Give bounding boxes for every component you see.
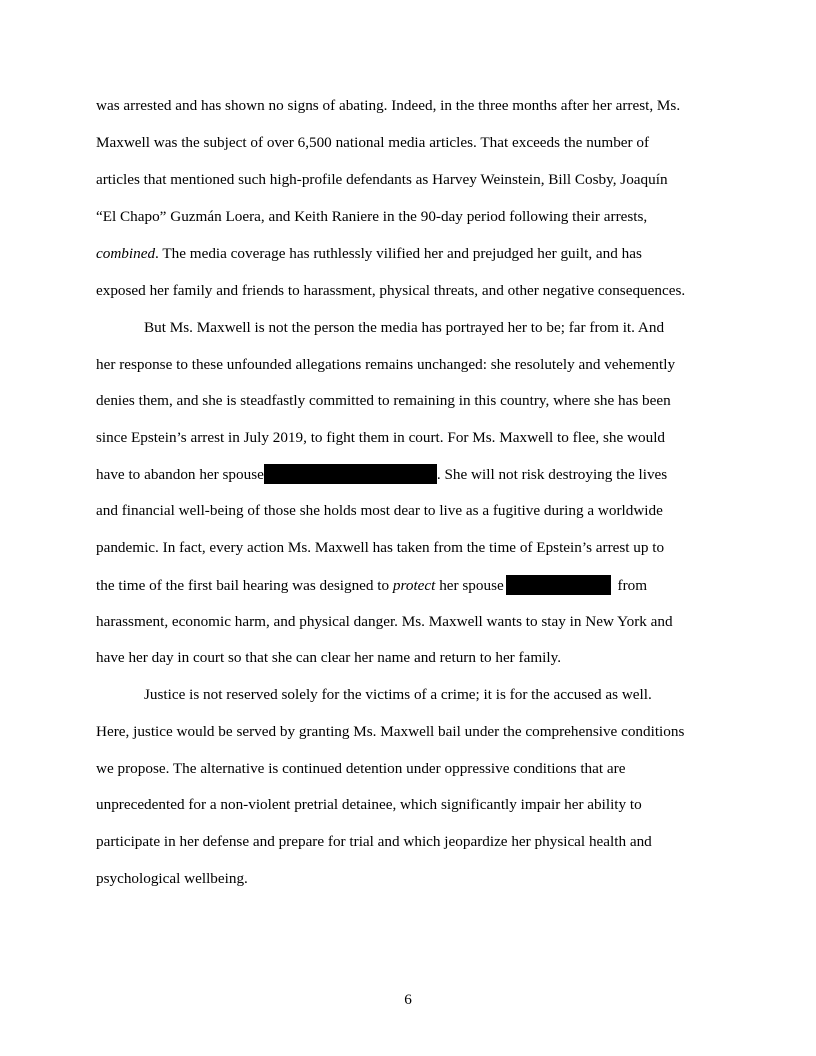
paragraph-2-line-9: harassment, economic harm, and physical danger. Ms. Maxwell wants to stay in New York and [96, 613, 673, 630]
paragraph-2-line-2: her response to these unfounded allegations remains unchanged: she resolutely and vehemently [96, 356, 676, 373]
paragraph-3-line-3: we propose. The alternative is continued detention under oppressive conditions that are [96, 760, 626, 777]
emphasis-combined: combined [96, 245, 156, 262]
redaction-bar [506, 575, 611, 595]
paragraph-2-line-4: since Epstein’s arrest in July 2019, to fight them in court. For Ms. Maxwell to flee, she would [96, 429, 666, 446]
paragraph-1-line-1: was arrested and has shown no signs of abating. Indeed, in the three months after her arrest, Ms. [96, 97, 681, 114]
paragraph-1-line-5 [96, 244, 642, 264]
page-number: 6 [404, 991, 412, 1008]
paragraph-3-line-6: psychological wellbeing. [96, 870, 248, 887]
paragraph-2-line-3: denies them, and she is steadfastly committed to remaining in this country, where she has been [96, 392, 671, 409]
paragraph-2-line-5-before: have to abandon her spouse [96, 466, 264, 483]
paragraph-2-line-8-mid: her spouse [435, 577, 504, 594]
paragraph-1-line-5-text: . The media coverage has ruthlessly vilified her and prejudged her guilt, and has [155, 245, 642, 262]
paragraph-1-line-4: “El Chapo” Guzmán Loera, and Keith Raniere in the 90-day period following their arrests, [96, 208, 648, 225]
paragraph-2-line-8-before: the time of the first bail hearing was designed to [96, 577, 393, 594]
paragraph-2-line-5 [96, 464, 667, 485]
paragraph-2-line-5-after: . She will not risk destroying the lives [436, 466, 668, 483]
paragraph-2-line-6: and financial well-being of those she holds most dear to live as a fugitive during a worldwide [96, 502, 663, 519]
paragraph-2-line-7: pandemic. In fact, every action Ms. Maxwell has taken from the time of Epstein’s arrest up to [96, 539, 665, 556]
paragraph-3-line-2: Here, justice would be served by granting Ms. Maxwell bail under the comprehensive conditions [96, 723, 685, 740]
redaction-bar [264, 464, 437, 484]
paragraph-1-line-6: exposed her family and friends to harassment, physical threats, and other negative consequences. [96, 282, 686, 299]
paragraph-3-line-1: Justice is not reserved solely for the victims of a crime; it is for the accused as well. [144, 686, 652, 703]
paragraph-3-line-5: participate in her defense and prepare for trial and which jeopardize her physical health and [96, 833, 652, 850]
paragraph-3-line-4: unprecedented for a non-violent pretrial detainee, which significantly impair her ability to [96, 796, 642, 813]
paragraph-2-line-1: But Ms. Maxwell is not the person the media has portrayed her to be; far from it. And [144, 319, 665, 336]
paragraph-1-line-3: articles that mentioned such high-profile defendants as Harvey Weinstein, Bill Cosby, Joaquín [96, 171, 668, 188]
paragraph-2-line-10: have her day in court so that she can clear her name and return to her family. [96, 649, 561, 666]
paragraph-1-line-2: Maxwell was the subject of over 6,500 national media articles. That exceeds the number of [96, 134, 650, 151]
paragraph-2-line-8 [96, 575, 647, 596]
paragraph-2-line-8-after: from [613, 577, 648, 594]
emphasis-protect: protect [392, 577, 436, 594]
